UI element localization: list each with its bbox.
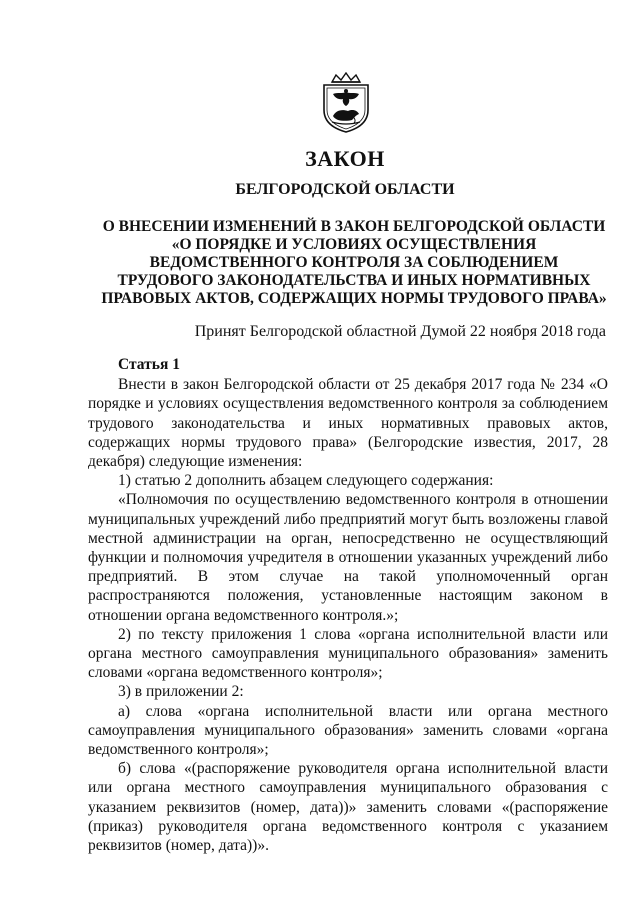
heading-line: ВЕДОМСТВЕННОГО КОНТРОЛЯ ЗА СОБЛЮДЕНИЕМ [149,254,559,271]
heading-line: О ВНЕСЕНИИ ИЗМЕНЕНИЙ В ЗАКОН БЕЛГОРОДСКОЙ ОБЛАСТИ [102,218,606,235]
heading-line: ТРУДОВОГО ЗАКОНОДАТЕЛЬСТВА И ИНЫХ НОРМАТИВНЫХ [117,272,591,289]
document-body [88,355,608,855]
heading-line: ПРАВОВЫХ АКТОВ, СОДЕРЖАЩИХ НОРМЫ ТРУДОВОГО ПРАВА» [101,290,607,307]
document-subtitle: БЕЛГОРОДСКОЙ ОБЛАСТИ [235,181,455,198]
paragraph: 1) статью 2 дополнить абзацем следующего содержания: [118,472,494,490]
paragraph: а) слова «органа исполнительной власти или органа местного самоуправления муниципального образования» заменить словами «органа ведомственного контроля»; [88,702,608,759]
paragraph: Внести в закон Белгородской области от 25 декабря 2017 года № 234 «О порядке и условиях осуществления ведомственного контроля за соблюдением трудового законодательства и иных нормативных правовых актов, содержащих нормы трудового права» (Белгородские известия, 2017, 28 декабря) следующие изменения: [88,376,608,471]
paragraph: «Полномочия по осуществлению ведомственного контроля в отношении муниципальных учреждений либо предприятий могут быть возложены главой местной администрации на орган, непосредственно не осуществляющий функции и полномочия учредителя в отношении указанных учреждений либо предприятий. В этом случае на такой уполномоченный орган распространяются положения, установленные настоящим законом в отношении органа ведомственного контроля.»; [88,491,608,624]
heading-line: «О ПОРЯДКЕ И УСЛОВИЯХ ОСУЩЕСТВЛЕНИЯ [171,236,537,253]
paragraph: б) слова «(распоряжение руководителя органа исполнительной власти или органа местного самоуправления муниципального образования с указанием реквизитов (номер, дата))» заменить словами «(распоряжение (приказ) руководителя органа ведомственного контроля с указанием реквизитов (номер, дата))». [88,760,608,855]
document-title: ЗАКОН [305,146,385,171]
law-heading [88,218,620,308]
belgorod-coat-of-arms-icon [318,72,374,134]
paragraph: 2) по тексту приложения 1 слова «органа исполнительной власти или органа местного самоуправления муниципального образования» заменить словами «органа ведомственного контроля»; [88,625,608,682]
adoption-note: Принят Белгородской областной Думой 22 ноября 2018 года [194,323,606,340]
article-title: Статья 1 [118,356,180,373]
paragraph: 3) в приложении 2: [118,683,244,701]
